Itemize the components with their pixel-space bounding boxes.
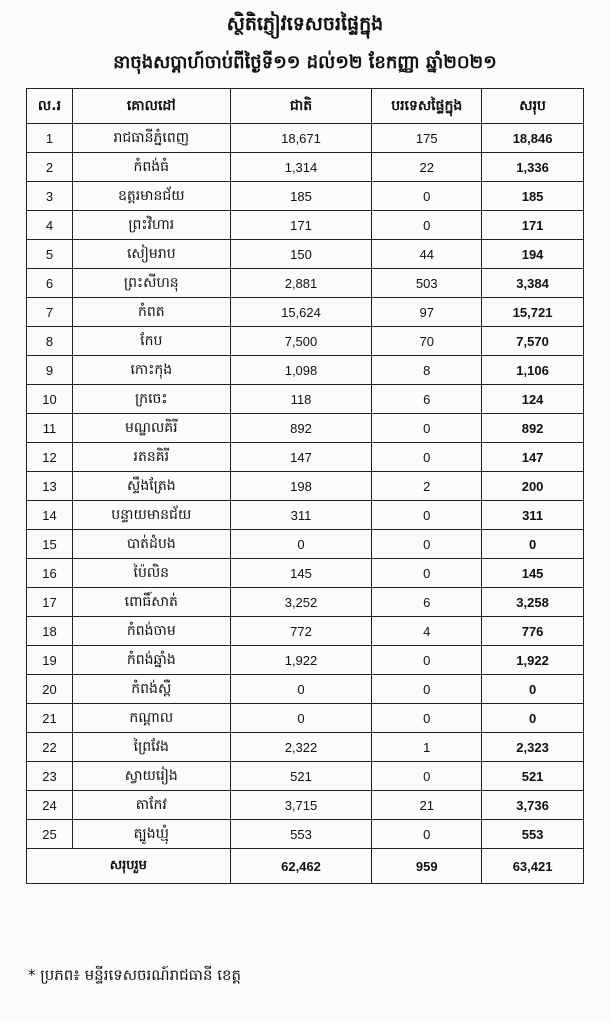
header-foreign-resident: បរទេសផ្ទៃក្នុង xyxy=(372,89,482,124)
total-count: 145 xyxy=(482,559,584,588)
destination-name: ប៉ៃលិន xyxy=(72,559,230,588)
table-row xyxy=(27,530,584,559)
destination-name: តាកែវ xyxy=(72,791,230,820)
national-count: 150 xyxy=(230,240,372,269)
destination-name: ក្រចេះ xyxy=(72,385,230,414)
national-count: 2,881 xyxy=(230,269,372,298)
table-row xyxy=(27,501,584,530)
row-number: 20 xyxy=(27,675,73,704)
destination-name: ឧត្តរមានជ័យ xyxy=(72,182,230,211)
row-number: 2 xyxy=(27,153,73,182)
destination-name: ស្វាយរៀង xyxy=(72,762,230,791)
national-count: 0 xyxy=(230,675,372,704)
destination-name: កណ្តាល xyxy=(72,704,230,733)
foreign-count: 0 xyxy=(372,762,482,791)
row-number: 14 xyxy=(27,501,73,530)
table-row xyxy=(27,820,584,849)
foreign-count: 70 xyxy=(372,327,482,356)
national-count: 185 xyxy=(230,182,372,211)
summary-row xyxy=(27,849,584,884)
document-subtitle: នាចុងសប្តាហ៍ចាប់ពីថ្ងៃទី១១ ដល់១២ ខែកញ្ញា ឆ្នាំ២០២១ xyxy=(113,52,497,73)
foreign-count: 21 xyxy=(372,791,482,820)
foreign-count: 0 xyxy=(372,211,482,240)
destination-name: ព្រៃវែង xyxy=(72,733,230,762)
national-count: 147 xyxy=(230,443,372,472)
total-count: 2,323 xyxy=(482,733,584,762)
destination-name: រតនគិរី xyxy=(72,443,230,472)
row-number: 12 xyxy=(27,443,73,472)
destination-name: កំពង់ឆ្នាំង xyxy=(72,646,230,675)
row-number: 25 xyxy=(27,820,73,849)
total-count: 124 xyxy=(482,385,584,414)
national-count: 198 xyxy=(230,472,372,501)
total-count: 1,922 xyxy=(482,646,584,675)
table-row xyxy=(27,211,584,240)
destination-name: មណ្ឌលគិរី xyxy=(72,414,230,443)
row-number: 10 xyxy=(27,385,73,414)
header-number: ល.រ xyxy=(27,89,73,124)
table-row xyxy=(27,588,584,617)
table-row xyxy=(27,385,584,414)
foreign-count: 0 xyxy=(372,646,482,675)
table-row xyxy=(27,791,584,820)
table-row xyxy=(27,675,584,704)
national-count: 15,624 xyxy=(230,298,372,327)
destination-name: កំពត xyxy=(72,298,230,327)
table-row xyxy=(27,182,584,211)
row-number: 18 xyxy=(27,617,73,646)
national-count: 118 xyxy=(230,385,372,414)
table-row xyxy=(27,356,584,385)
table-row xyxy=(27,733,584,762)
table-row xyxy=(27,559,584,588)
table-row xyxy=(27,124,584,153)
foreign-count: 1 xyxy=(372,733,482,762)
row-number: 3 xyxy=(27,182,73,211)
national-count: 521 xyxy=(230,762,372,791)
national-count: 2,322 xyxy=(230,733,372,762)
total-count: 15,721 xyxy=(482,298,584,327)
national-count: 553 xyxy=(230,820,372,849)
foreign-count: 97 xyxy=(372,298,482,327)
statistics-table xyxy=(26,88,584,884)
foreign-count: 0 xyxy=(372,704,482,733)
foreign-count: 0 xyxy=(372,414,482,443)
total-count: 0 xyxy=(482,704,584,733)
foreign-count: 8 xyxy=(372,356,482,385)
total-count: 7,570 xyxy=(482,327,584,356)
foreign-count: 6 xyxy=(372,385,482,414)
foreign-count: 0 xyxy=(372,443,482,472)
table-row xyxy=(27,762,584,791)
destination-name: ព្រះសីហនុ xyxy=(72,269,230,298)
destination-name: ពោធិ៍សាត់ xyxy=(72,588,230,617)
foreign-count: 4 xyxy=(372,617,482,646)
header-destination: គោលដៅ xyxy=(72,89,230,124)
foreign-count: 0 xyxy=(372,182,482,211)
national-count: 145 xyxy=(230,559,372,588)
destination-name: ស្ទឹងត្រែង xyxy=(72,472,230,501)
table-row xyxy=(27,269,584,298)
national-count: 0 xyxy=(230,704,372,733)
destination-name: បន្ទាយមានជ័យ xyxy=(72,501,230,530)
table-row xyxy=(27,443,584,472)
foreign-count: 44 xyxy=(372,240,482,269)
national-count: 3,252 xyxy=(230,588,372,617)
destination-name: បាត់ដំបង xyxy=(72,530,230,559)
total-count: 0 xyxy=(482,675,584,704)
table-row xyxy=(27,153,584,182)
national-count: 3,715 xyxy=(230,791,372,820)
national-count: 311 xyxy=(230,501,372,530)
total-count: 1,336 xyxy=(482,153,584,182)
national-count: 171 xyxy=(230,211,372,240)
table-row xyxy=(27,298,584,327)
total-count: 311 xyxy=(482,501,584,530)
destination-name: កំពង់ស្ពឺ xyxy=(72,675,230,704)
table-row xyxy=(27,240,584,269)
row-number: 19 xyxy=(27,646,73,675)
row-number: 8 xyxy=(27,327,73,356)
foreign-count: 6 xyxy=(372,588,482,617)
destination-name: ព្រះវិហារ xyxy=(72,211,230,240)
foreign-count: 503 xyxy=(372,269,482,298)
foreign-count: 2 xyxy=(372,472,482,501)
total-count: 3,384 xyxy=(482,269,584,298)
row-number: 9 xyxy=(27,356,73,385)
total-count: 892 xyxy=(482,414,584,443)
foreign-count: 0 xyxy=(372,530,482,559)
total-count: 521 xyxy=(482,762,584,791)
total-count: 147 xyxy=(482,443,584,472)
summary-foreign: 959 xyxy=(372,849,482,884)
national-count: 892 xyxy=(230,414,372,443)
header-national: ជាតិ xyxy=(230,89,372,124)
national-count: 772 xyxy=(230,617,372,646)
total-count: 776 xyxy=(482,617,584,646)
row-number: 4 xyxy=(27,211,73,240)
row-number: 13 xyxy=(27,472,73,501)
total-count: 553 xyxy=(482,820,584,849)
row-number: 23 xyxy=(27,762,73,791)
summary-total: 63,421 xyxy=(482,849,584,884)
foreign-count: 0 xyxy=(372,675,482,704)
source-footnote: * ប្រភព៖ មន្ទីរទេសចរណ៍រាជធានី ខេត្ត xyxy=(28,966,242,984)
table-row xyxy=(27,472,584,501)
summary-label: សរុបរួម xyxy=(27,849,231,884)
total-count: 200 xyxy=(482,472,584,501)
document-title: ស្ថិតិភ្ញៀវទេសចរផ្ទៃក្នុង xyxy=(226,13,384,35)
total-count: 194 xyxy=(482,240,584,269)
destination-name: កោះកុង xyxy=(72,356,230,385)
row-number: 1 xyxy=(27,124,73,153)
destination-name: កែប xyxy=(72,327,230,356)
table-row xyxy=(27,617,584,646)
total-count: 0 xyxy=(482,530,584,559)
foreign-count: 175 xyxy=(372,124,482,153)
row-number: 15 xyxy=(27,530,73,559)
summary-national: 62,462 xyxy=(230,849,372,884)
national-count: 18,671 xyxy=(230,124,372,153)
destination-name: កំពង់ធំ xyxy=(72,153,230,182)
table-row xyxy=(27,704,584,733)
total-count: 185 xyxy=(482,182,584,211)
row-number: 16 xyxy=(27,559,73,588)
total-count: 18,846 xyxy=(482,124,584,153)
foreign-count: 0 xyxy=(372,559,482,588)
foreign-count: 22 xyxy=(372,153,482,182)
row-number: 11 xyxy=(27,414,73,443)
national-count: 0 xyxy=(230,530,372,559)
national-count: 1,098 xyxy=(230,356,372,385)
table-row xyxy=(27,646,584,675)
row-number: 21 xyxy=(27,704,73,733)
total-count: 3,258 xyxy=(482,588,584,617)
destination-name: កំពង់ចាម xyxy=(72,617,230,646)
destination-name: រាជធានីភ្នំពេញ xyxy=(72,124,230,153)
total-count: 171 xyxy=(482,211,584,240)
row-number: 7 xyxy=(27,298,73,327)
row-number: 6 xyxy=(27,269,73,298)
national-count: 7,500 xyxy=(230,327,372,356)
foreign-count: 0 xyxy=(372,501,482,530)
table-header-row xyxy=(27,89,584,124)
total-count: 3,736 xyxy=(482,791,584,820)
row-number: 24 xyxy=(27,791,73,820)
row-number: 22 xyxy=(27,733,73,762)
table-row xyxy=(27,414,584,443)
row-number: 5 xyxy=(27,240,73,269)
national-count: 1,314 xyxy=(230,153,372,182)
total-count: 1,106 xyxy=(482,356,584,385)
destination-name: សៀមរាប xyxy=(72,240,230,269)
destination-name: ត្បូងឃ្មុំ xyxy=(72,820,230,849)
table-row xyxy=(27,327,584,356)
foreign-count: 0 xyxy=(372,820,482,849)
header-total: សរុប xyxy=(482,89,584,124)
row-number: 17 xyxy=(27,588,73,617)
national-count: 1,922 xyxy=(230,646,372,675)
